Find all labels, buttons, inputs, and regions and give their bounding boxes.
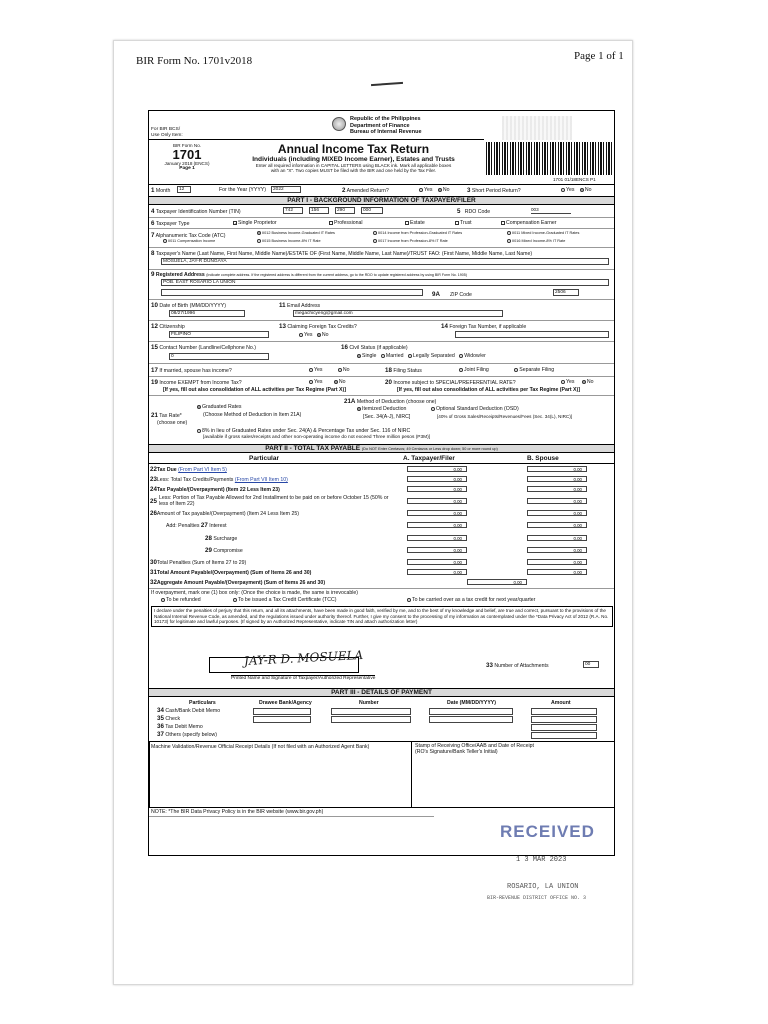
address-line-2[interactable] xyxy=(161,289,423,296)
title-block: Annual Income Tax Return Individuals (including MIXED Income Earner), Estates and Trusts Enter all required information in CAPITAL LETTERS using BLACK ink. Mark all applicable boxes with an "X". Two copies MUST be filed with the BIR and one held by the Tax Filer. xyxy=(221,143,486,173)
amount-32[interactable]: 0.00 xyxy=(467,579,527,585)
amount-a-24[interactable]: 0.00 xyxy=(407,486,467,492)
machine-validation-label: Machine Validation/Revenue Official Receipt Details (If not filed with an Authorized Agent Bank) xyxy=(151,744,370,750)
row-31: 31Total Amount Payable/(Overpayment) (Sum of Items 26 and 30) xyxy=(150,569,312,576)
amount-a-23[interactable]: 0.00 xyxy=(407,476,467,482)
payment-row-34: 34 Cash/Bank Debit Memo xyxy=(157,707,221,714)
row-27: Add: Penalties 27 Interest xyxy=(166,522,227,529)
amended-radio[interactable]: Yes No xyxy=(419,187,450,193)
number-35[interactable] xyxy=(331,716,411,723)
amount-a-29[interactable]: 0.00 xyxy=(407,547,467,553)
atc-ii017[interactable]: II017 Income from Profession-8% IT Rate xyxy=(373,239,448,243)
row-24: 24Tax Payable/(Overpayment) (Item 22 Less Item 23) xyxy=(150,486,280,493)
overpay-tcc-radio[interactable]: To be issued a Tax Credit Certificate (TCC) xyxy=(233,597,337,603)
tin-field-2[interactable]: 156 xyxy=(309,207,329,214)
agency-name: Republic of the Philippines Department of Finance Bureau of Internal Revenue xyxy=(350,116,422,135)
atc-ii011-comp[interactable]: II011 Compensation Income xyxy=(163,239,215,243)
row-32: 32Aggregate Amount Payable/(Overpayment) (Sum of Items 26 and 30) xyxy=(150,579,326,586)
short-period-radio[interactable]: Yes No xyxy=(561,187,592,193)
row-30: 30Total Penalties (Sum of Items 27 to 29) xyxy=(150,559,247,566)
part3-header: PART III - DETAILS OF PAYMENT xyxy=(149,688,614,697)
amount-b-24[interactable]: 0.00 xyxy=(527,486,587,492)
payment-rows xyxy=(157,707,220,739)
amount-b-31[interactable]: 0.00 xyxy=(527,569,587,575)
taxpayer-name-field[interactable]: MOSUELA, JAY-R DUNGAYA xyxy=(161,258,609,265)
itemized-deduction-radio[interactable]: Itemized Deduction xyxy=(357,406,406,412)
zip-code-field[interactable]: 2506 xyxy=(553,289,579,296)
received-place: ROSARIO, LA UNION xyxy=(507,883,579,891)
type-single-proprietor[interactable]: ✓Single Proprietor xyxy=(234,220,277,226)
amount-34[interactable] xyxy=(531,708,597,715)
barcode-icon xyxy=(486,142,613,175)
date-34[interactable] xyxy=(429,708,513,715)
amount-b-25[interactable]: 0.00 xyxy=(527,498,587,504)
amount-b-27[interactable]: 0.00 xyxy=(527,522,587,528)
payment-row-37: 37 Others (specify below) xyxy=(157,731,217,738)
amount-a-25[interactable]: 0.00 xyxy=(407,498,467,504)
amount-b-28[interactable]: 0.00 xyxy=(527,535,587,541)
row-22: 22Tax Due (From Part VI Item 5) xyxy=(150,466,227,473)
citizenship-field[interactable]: FILIPINO xyxy=(169,331,269,338)
payment-row-36: 36 Tax Debit Memo xyxy=(157,723,203,730)
privacy-note: NOTE: *The BIR Data Privacy Policy is in the BIR website (www.bir.gov.ph) xyxy=(151,809,324,815)
type-compensation[interactable]: Compensation Earner xyxy=(501,220,556,226)
received-stamp: RECEIVED xyxy=(500,822,595,841)
overpay-carryover-radio[interactable]: To be carried over as a tax credit for next year/quarter xyxy=(407,597,535,603)
amount-a-26[interactable]: 0.00 xyxy=(407,510,467,516)
exempt-income-radio[interactable]: Yes No xyxy=(309,379,346,385)
date-of-birth-field[interactable]: 08/27/1996 xyxy=(169,310,245,317)
type-trust[interactable]: Trust xyxy=(455,220,472,226)
tin-field-4[interactable]: 000 xyxy=(361,207,383,214)
type-estate[interactable]: Estate xyxy=(405,220,425,226)
qr-code-icon xyxy=(502,116,572,140)
atc-ii016[interactable]: II016 Mixed Income-8% IT Rate xyxy=(507,239,565,243)
atc-ii015[interactable]: II015 Business Income-8% IT Rate xyxy=(257,239,321,243)
amount-a-30[interactable]: 0.00 xyxy=(407,559,467,565)
bir-seal-icon xyxy=(332,117,346,131)
spouse-income-radio[interactable]: Yes No xyxy=(309,367,350,373)
declaration-text: I declare under the penalties of perjury that this return, and all its attachments, have been made in good faith, verified by me, and to the best of my knowledge and belief, are true and correct, pursuant to the provisions of the National Internal Revenue Code, as amended, and the regulations issued under authority thereof. Further, I give my consent to the processing of my information as contemplated under the *Data Privacy Act of 2012 (R.A. No. 10173) for legitimate and lawful purposes. (If signed by an Authorized Representative, indicate TIN and attach authorization letter) xyxy=(151,606,613,627)
link-part-vii[interactable]: (From Part VII Item 10) xyxy=(234,477,288,483)
payment-row-35: 35 Check xyxy=(157,715,181,722)
received-date: 1 3 MAR 2023 xyxy=(516,856,567,864)
amount-a-22[interactable]: 0.00 xyxy=(407,466,467,472)
received-office: BIR-REVENUE DISTRICT OFFICE NO. 3 xyxy=(487,895,587,901)
civil-status-radio[interactable]: Single Married Legally Separated Widow/er xyxy=(357,353,486,359)
osd-radio[interactable]: Optional Standard Deduction (OSD) xyxy=(431,406,519,412)
link-part-vi[interactable]: (From Part VI Item 5) xyxy=(178,467,227,473)
part2-header: PART II - TOTAL TAX PAYABLE (Do NOT Enter Centavos; 49 Centavos or Less drop down; 50 or more round up) xyxy=(149,444,614,453)
row-28: 28 Surcharge xyxy=(205,535,238,542)
graduated-rates-radio[interactable]: Graduated Rates xyxy=(197,404,242,410)
tin-field-1[interactable]: 742 xyxy=(283,207,303,214)
foreign-tax-number-field[interactable] xyxy=(455,331,609,338)
registered-address-field[interactable]: POB. EAST ROSARIO LA UNION xyxy=(161,279,609,286)
form-id-block: BIR Form No. 1701 January 2018 (ENCS) Page 1 xyxy=(164,143,210,171)
amount-b-29[interactable]: 0.00 xyxy=(527,547,587,553)
date-35[interactable] xyxy=(429,716,513,723)
filing-status-radio[interactable]: Joint Filing Separate Filing xyxy=(459,367,554,373)
atc-ii012[interactable]: II012 Business Income-Graduated IT Rates xyxy=(257,231,335,235)
drawee-bank-34[interactable] xyxy=(253,708,311,715)
number-34[interactable] xyxy=(331,708,411,715)
amount-37[interactable] xyxy=(531,732,597,739)
special-rate-radio[interactable]: Yes No xyxy=(561,379,594,385)
amount-b-23[interactable]: 0.00 xyxy=(527,476,587,482)
amount-a-27[interactable]: 0.00 xyxy=(407,522,467,528)
page-number: Page 1 of 1 xyxy=(574,50,624,62)
year-field[interactable]: 2022 xyxy=(271,186,301,193)
row-29: 29 Compromise xyxy=(205,547,243,554)
atc-ii014[interactable]: II014 Income from Profession-Graduated IT Rates xyxy=(373,231,462,235)
row-26: 26Amount of Tax payable/(Overpayment) (Item 24 Less Item 25) xyxy=(150,510,299,517)
period-row: 1 Month xyxy=(151,187,171,194)
form-title: Annual Income Tax Return xyxy=(277,142,430,156)
amount-b-22[interactable]: 0.00 xyxy=(527,466,587,472)
tin-field-3[interactable]: 290 xyxy=(335,207,355,214)
amount-a-31[interactable]: 0.00 xyxy=(407,569,467,575)
foreign-tax-credit-radio[interactable]: Yes No xyxy=(299,332,329,338)
form-code: 1701 01/18ENCS P1 xyxy=(553,177,596,182)
rdo-code-field[interactable]: 003 xyxy=(531,207,571,214)
form-version-header: BIR Form No. 1701v2018 xyxy=(136,55,253,67)
month-field[interactable]: 12 xyxy=(177,186,191,193)
bir-form-1701: For BIR BCS/ Use Only Item: Republic of the Philippines Department of Finance Bureau of Internal Revenue BIR Form No. 1701 January 2018 (ENCS) Page 1 Annual Income Tax Return Individuals (including MIXED Income Earner), Estates and Trusts Enter all required information in CAPITAL LETTERS using BLACK ink. Mark all applicable boxes with an "X". Two copies MUST be filed with the BIR and one held by the Tax Filer. 1701 01/18ENCS P1 1 Month 12 For the Year (YYYY) 2022 2 Amended Return? Yes No 3 Short Period Return? Yes No PART I - BACKGROUND INFORMATION OF TAXPAYER/FILER 4 Taxpayer Identification Number (TIN) 742 156 290 000 5 RDO Code 003 6 Taxpayer Type ✓Single Proprietor Professional Estate Trust Compensation Earner 7 Alphanumeric Tax Code (ATC) II012 Business Income-Graduated IT Rates II014 Income from Profession-Graduated IT Rates II011 Mixed Income-Graduated IT Rates II011 Compensation Income II015 Business Income-8% IT Rate II017 Income from Profession-8% IT Rate II016 Mixed Income-8% IT Rate 8 Taxpayer's Name (Last Name, First Name, Middle Name)/ESTATE OF (First Name, Middle Name, Last Name)/TRUST FAO: (First Name, Middle Name, Last Name) MOSUELA, JAY-R DUNGAYA 9 Registered Address (Indicate complete address. If the registered address is different from the current address, go to the RDO to update registered address by using BIR Form No. 1905) POB. EAST ROSARIO LA UNION 9A ZIP Code 2506 10 Date of Birth (MM/DD/YYYY) 08/27/1996 11 Email Address megachicyeng@gmail.com 12 Citizenship FILIPINO 13 Claiming Foreign Tax Credits? Yes No 14 Foreign Tax Number, if applicable 15 Contact Number (Landline/Cellphone No.) 0 16 Civil Status (if applicable) Single Married Legally Separated Widow/er 17 If married, spouse has income? Yes No 18 Filing Status Joint Filing Separate Filing 19 Income EXEMPT from Income Tax? Yes No [If yes, fill out also consolidation of ALL activities per Tax Regime (Part X)] 20 Income subject to SPECIAL/PREFERENTIAL RATE? Yes No [If yes, fill out also consolidation of ALL activities per Tax Regime (Part X)] 21A Method of Deduction (choose one) Graduated Rates (Choose Method of Deduction in Item 21A) 21 Tax Rate* (choose one) Itemized Deduction [Sec. 34(A-J), NIRC] Optional Standard Deduction (OSD) [40% of Gross Sales/Receipts/Revenues/Fees (Sec. 34(L), NIRC)] 8% in lieu of Graduated Rates under Sec. 24(A) & Percentage Tax under Sec. 116 of NIRC [available if gross sales/receipts and other non-operating income do not exceed Three million pesos (P3M)] PART II - TOTAL TAX PAYABLE (Do NOT Enter Centavos; 49 Centavos or Less drop down; 50 or more round up) Particular A. Taxpayer/Filer B. Spouse 22Tax Due (From Part VI Item 5) 23Less: Total Tax Credits/Payments (From Part VII Item 10) 24Tax Payable/(Overpayment) (Item 22 Less Item 23) 25 Less: Portion of Tax Payable Allowed for 2nd Installment to be paid on or before October 15 (50% or less of Item 22) 26Amount of Tax payable/(Overpayment) (Item 24 Less Item 25) Add: Penalties 27 Interest 28 Surcharge 29 Compromise 30Total Penalties (Sum of Items 27 to 29) 31Total Amount Payable/(Overpayment) (Sum of Items 26 and 30) 32Aggregate Amount Payable/(Overpayment) (Sum of Items 26 and 30) 0.00 0.00 0.00 0.00 0.00 0.00 0.00 0.00 0.00 0.00 0.00 0.00 0.00 0.00 0.00 0.00 0.00 0.00 0.00 0.00 0.00 If overpayment, mark one (1) box only: (Once the choice is made, the same is irrevocable) To be refunded To be issued a Tax Credit Certificate (TCC) To be carried over as a tax credit for next year/quarter I declare under the penalties of perjury that this return, and all its attachments, have been made in good faith, verified by me, and to the best of my knowledge and belief, are true and correct, pursuant to the provisions of the National Internal Revenue Code, as amended, and the regulations issued under authority thereof. Further, I give my consent to the processing of my information as contemplated under the *Data Privacy Act of 2012 (R.A. No. 10173) for legitimate and lawful purposes. (If signed by an Authorized Representative, indicate TIN and attach authorization letter) JAY-R D. MOSUELA Printed Name and Signature of Taxpayer/Authorized Representative 33 Number of Attachments 00 PART III - DETAILS OF PAYMENT Particulars Drawee Bank/Agency Number Date (MM/DD/YYYY) Amount 34 Cash/Bank Debit Memo 35 Check 36 Tax Debit Memo 37 Others (specify below) Machine Validation/Revenue Official Receipt Details (If not filed with an Authorized Agent Bank) Stamp of Receiving Office/AAB and Date of Receipt (RO's Signature/Bank Teller's Initial) NOTE: *The BIR Data Privacy Policy is in the BIR website (www.bir.gov.ph) xyxy=(148,110,615,856)
part1-header: PART I - BACKGROUND INFORMATION OF TAXPAYER/FILER xyxy=(149,196,614,205)
atc-ii011-mixed[interactable]: II011 Mixed Income-Graduated IT Rates xyxy=(507,231,579,235)
overpay-refund-radio[interactable]: To be refunded xyxy=(161,597,201,603)
eight-percent-radio[interactable]: 8% in lieu of Graduated Rates under Sec. 24(A) & Percentage Tax under Sec. 116 of NIRC xyxy=(197,428,410,434)
contact-number-field[interactable]: 0 xyxy=(169,353,269,360)
row-25: 25 Less: Portion of Tax Payable Allowed for 2nd Installment to be paid on or before October 15 (50% or less of Item 22) xyxy=(150,495,389,507)
drawee-bank-35[interactable] xyxy=(253,716,311,723)
bir-use-only: For BIR BCS/ Use Only Item: xyxy=(151,127,183,138)
row-23: 23Less: Total Tax Credits/Payments (From Part VII Item 10) xyxy=(150,476,288,483)
email-field[interactable]: megachicyeng@gmail.com xyxy=(293,310,503,317)
amount-b-30[interactable]: 0.00 xyxy=(527,559,587,565)
attachments-count-field[interactable]: 00 xyxy=(583,661,599,668)
amount-a-28[interactable]: 0.00 xyxy=(407,535,467,541)
taxpayer-signature: JAY-R D. MOSUELA xyxy=(243,647,364,669)
amount-35[interactable] xyxy=(531,716,597,723)
amount-b-26[interactable]: 0.00 xyxy=(527,510,587,516)
type-professional[interactable]: Professional xyxy=(329,220,363,226)
amount-36[interactable] xyxy=(531,724,597,731)
